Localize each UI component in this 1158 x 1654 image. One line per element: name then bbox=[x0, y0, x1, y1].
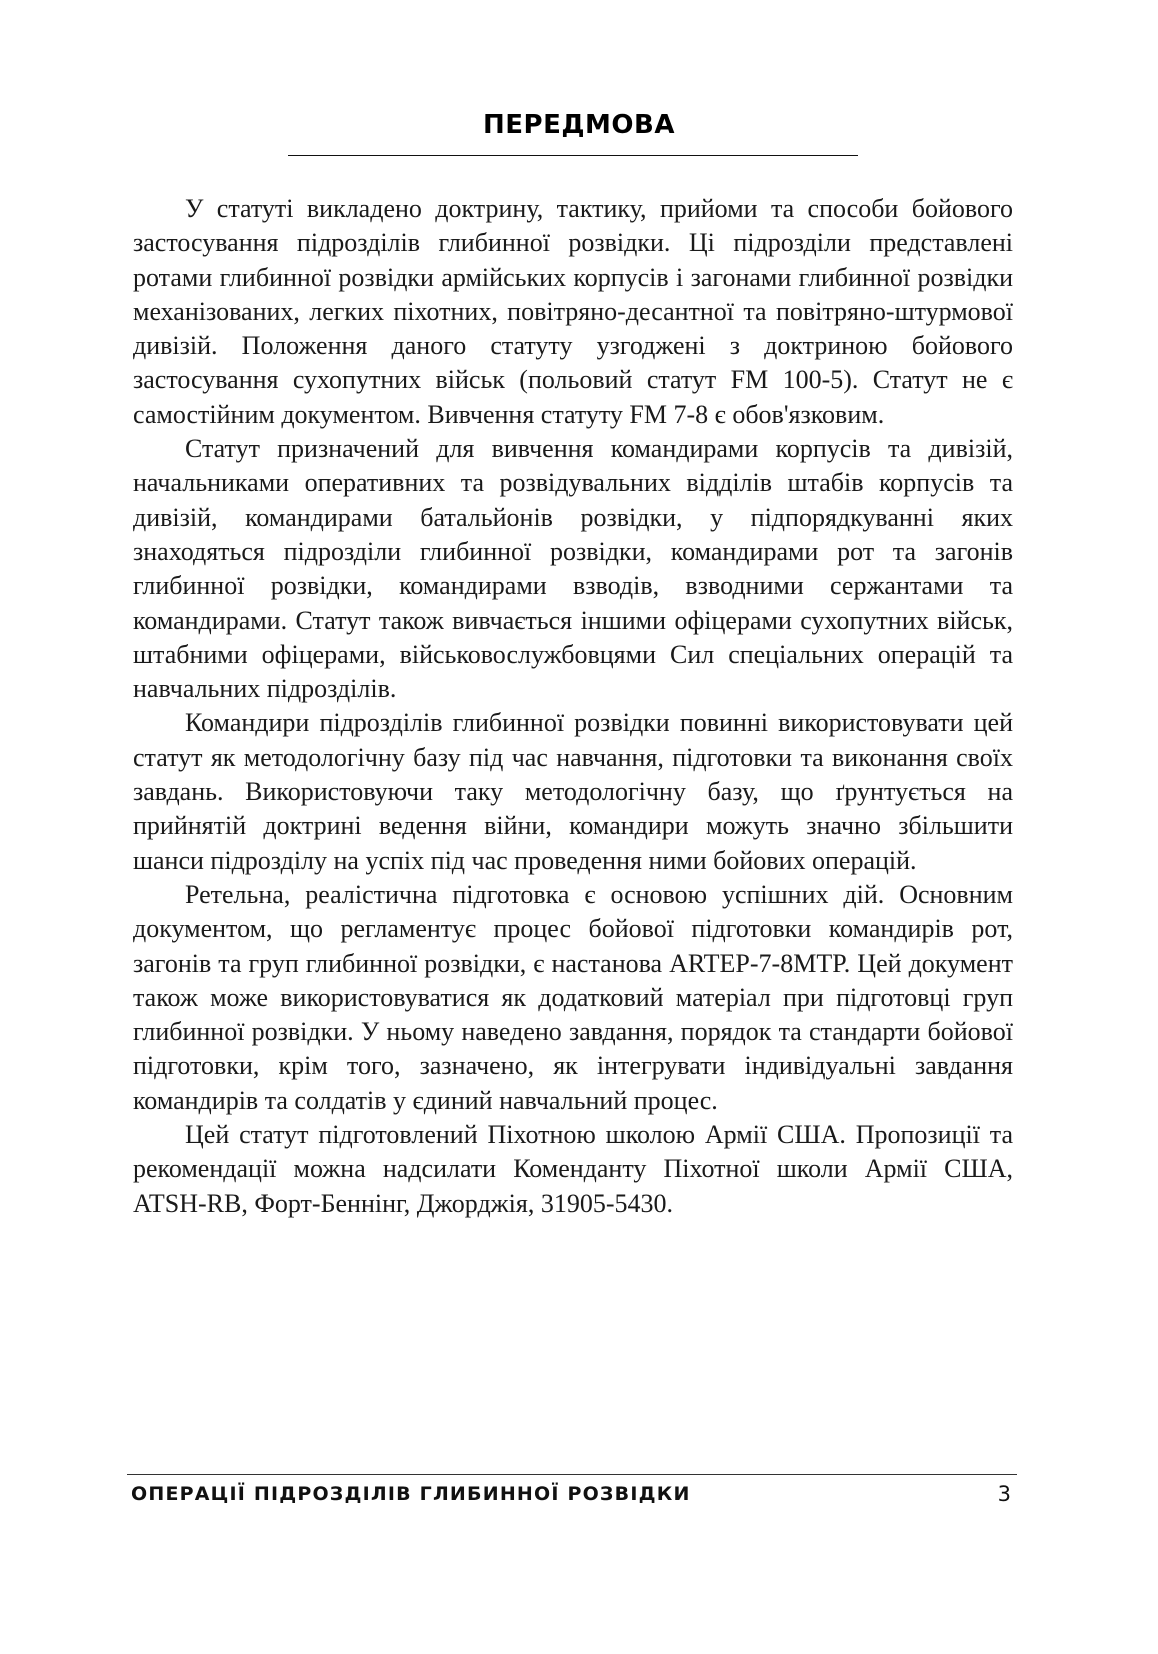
paragraph-2: Статут призначений для вивчення командирами корпусів та дивізій, начальниками оперативних та розвідувальних відділів штабів корпусів та дивізій, командирами батальйонів розвідки, у підпорядкуванні яких знаходяться підрозділи глибинної розвідки, командирами рот та загонів глибинної розвідки, командирами взводів, взводними сержантами та командирами. Статут також вивчається іншими офіцерами сухопутних військ, штабними офіцерами, військовослужбовцями Сил спеціальних операцій та навчальних підрозділів. bbox=[133, 434, 1013, 704]
page-heading: ПЕРЕДМОВА bbox=[483, 110, 675, 140]
paragraph-1: У статуті викладено доктрину, тактику, прийоми та способи бойового застосування підрозділів глибинної розвідки. Ці підрозділи представлені ротами глибинної розвідки армійських корпусів і загонами глибинної розвідки механізованих, легких піхотних, повітряно-десантної та повітряно-штурмової дивізій. Положення даного статуту узгоджені з доктриною бойового застосування сухопутних військ (польовий статут FM 100-5). Статут не є самостійним документом. Вивчення статуту FM 7-8 є обов'язковим. bbox=[133, 194, 1013, 429]
footer-divider bbox=[127, 1474, 1017, 1475]
page-number: 3 bbox=[997, 1482, 1011, 1506]
heading-underline bbox=[288, 155, 858, 156]
paragraph-3: Командири підрозділів глибинної розвідки повинні використовувати цей статут як методологічну базу під час навчання, підготовки та виконання своїх завдань. Використовуючи таку методологічну базу, що ґрунтується на прийнятій доктрині ведення війни, командири можуть значно збільшити шанси підрозділу на успіх під час проведення ними бойових операцій. bbox=[133, 708, 1013, 875]
footer-title: ОПЕРАЦІЇ ПІДРОЗДІЛІВ ГЛИБИННОЇ РОЗВІДКИ bbox=[131, 1483, 691, 1505]
paragraph-5: Цей статут підготовлений Піхотною школою Армії США. Пропозиції та рекомендації можна надсилати Коменданту Піхотної школи Армії США, ATSH-RB, Форт-Беннінг, Джорджія, 31905-5430. bbox=[133, 1120, 1013, 1218]
paragraph-4: Ретельна, реалістична підготовка є основою успішних дій. Основним документом, що регламентує процес бойової підготовки командирів рот, загонів та груп глибинної розвідки, є настанова ARTEP-7-8MTP. Цей документ також може використовуватися як додатковий матеріал при підготовці груп глибинної розвідки. У ньому наведено завдання, порядок та стандарти бойової підготовки, крім того, зазначено, як інтегрувати індивідуальні завдання командирів та солдатів у єдиний навчальний процес. bbox=[133, 879, 1013, 1115]
body-text bbox=[133, 192, 1013, 1221]
